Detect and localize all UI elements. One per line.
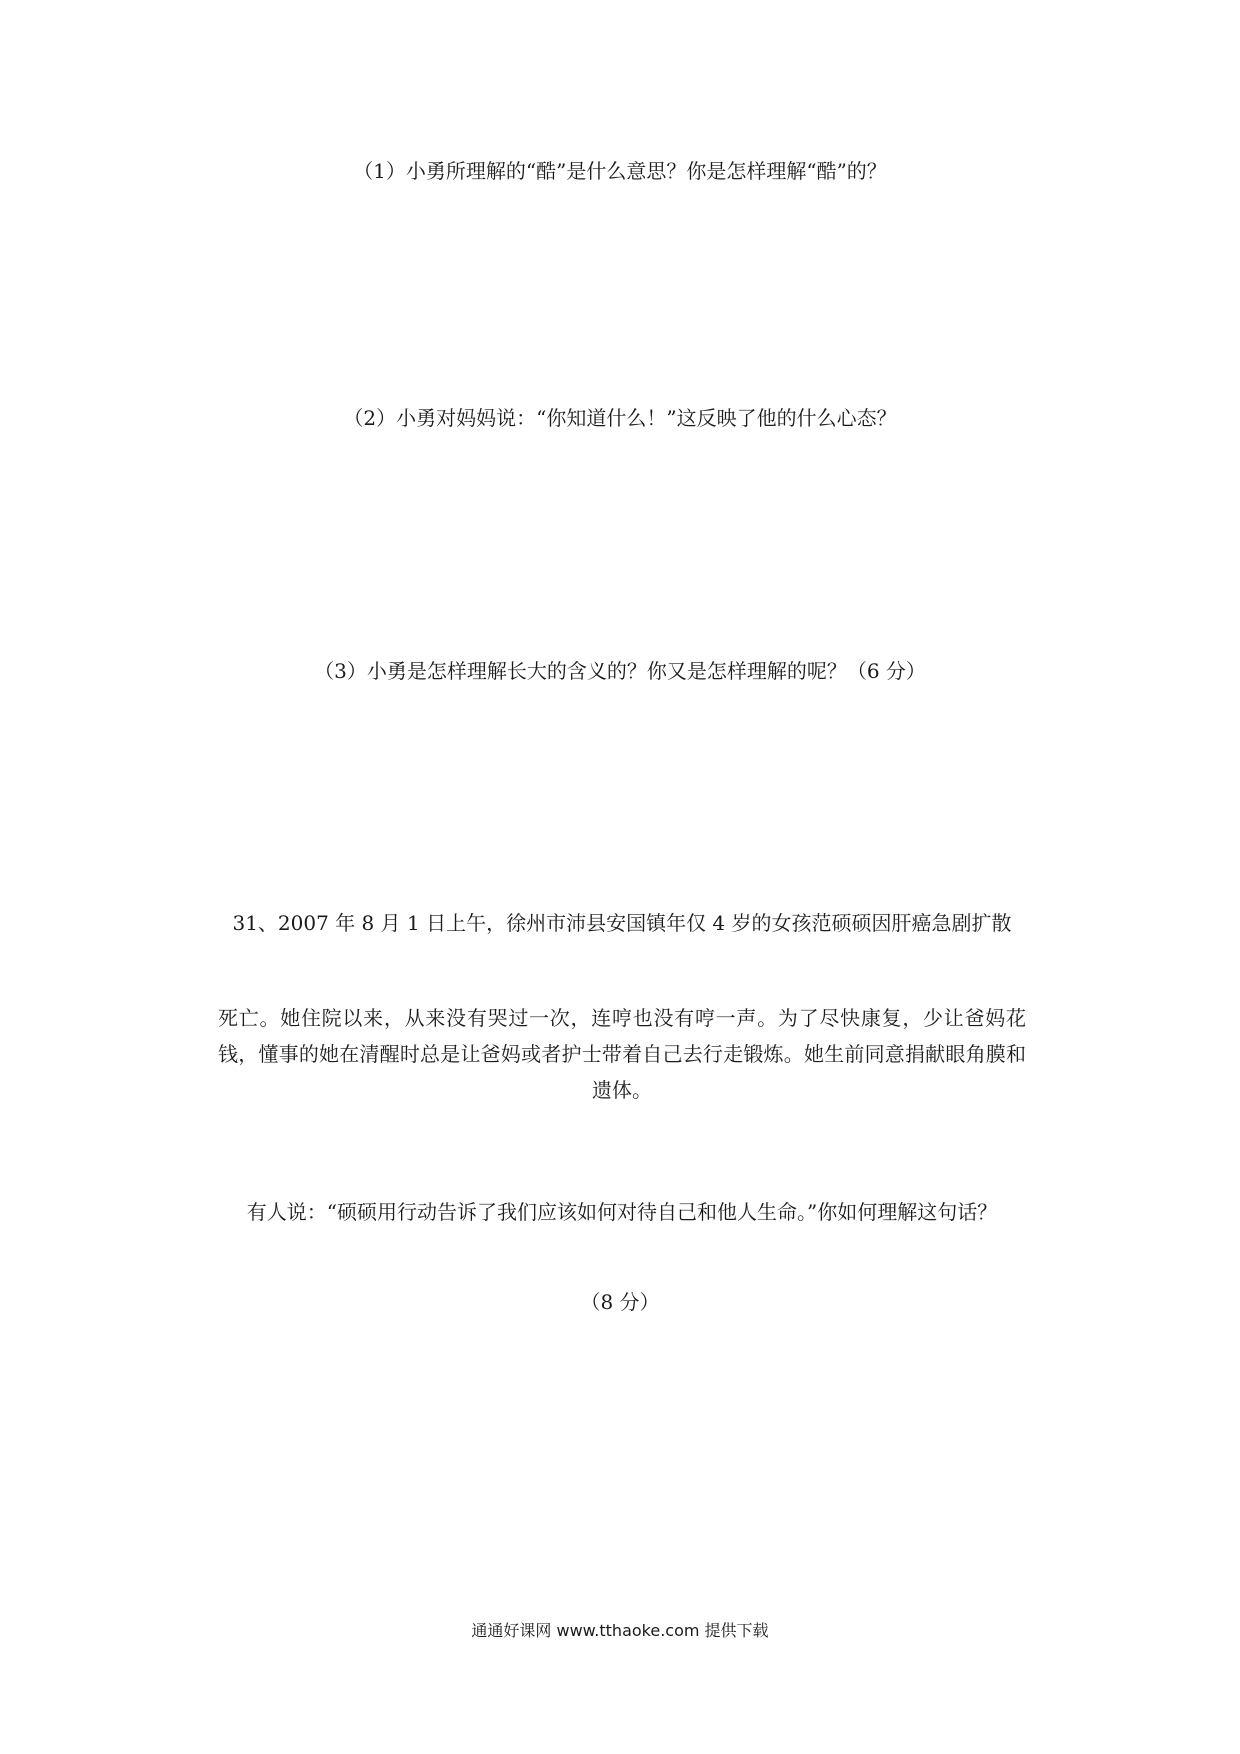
item-31-body: 死亡。她住院以来，从来没有哭过一次，连哼也没有哼一声。为了尽快康复，少让爸妈花钱，懂事的她在清醒时总是让爸妈或者护士带着自己去行走锻炼。她生前同意捐献眼角膜和遗体。 — [218, 1006, 1026, 1102]
question-1: （1）小勇所理解的“酷”是什么意思？你是怎样理解“酷”的？ — [353, 159, 887, 183]
item-31-intro: 31、2007 年 8 月 1 日上午，徐州市沛县安国镇年仅 4 岁的女孩范硕硕因肝癌急剧扩散 — [232, 911, 1012, 935]
item-31-prompt: 有人说：“硕硕用行动告诉了我们应该如何对待自己和他人生命。”你如何理解这句话？ — [246, 1200, 998, 1224]
question-2: （2）小勇对妈妈说：“你知道什么！”这反映了他的什么心态？ — [343, 406, 897, 430]
question-3: （3）小勇是怎样理解长大的含义的？你又是怎样理解的呢？（6 分） — [314, 659, 926, 683]
item-31-score: （8 分） — [580, 1290, 660, 1314]
page-footer: 通通好课网 www.tthaoke.com 提供下载 — [471, 1621, 769, 1640]
